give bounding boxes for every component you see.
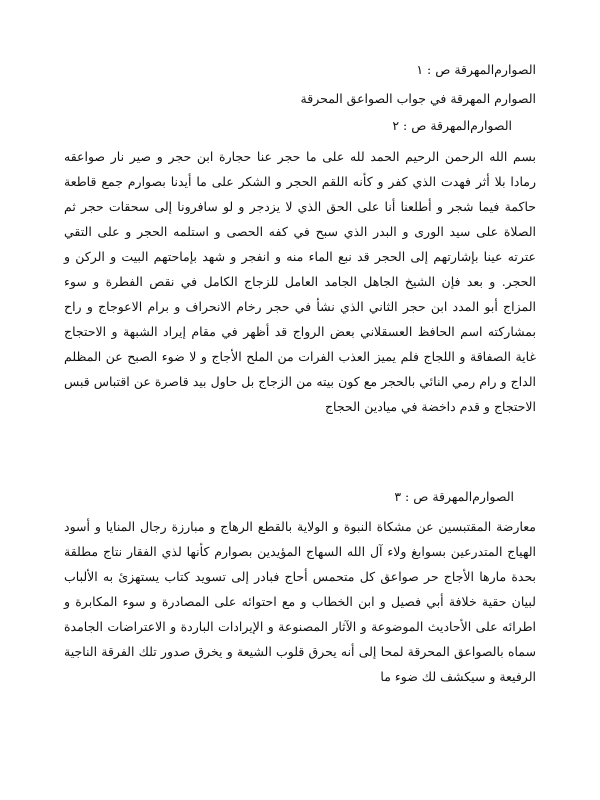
- page-number-heading-1: الصوارم‌المهرقة ص : ١: [416, 62, 536, 77]
- page-number-heading-2: الصوارم‌المهرقة ص : ٢: [392, 118, 512, 133]
- book-title: الصوارم المهرقة في جواب الصواعق المحرقة: [300, 91, 536, 106]
- body-paragraph-2: معارضة المقتبسين عن مشكاة النبوة و الولاية بالقطع الرهاج و مبارزة رجال المنايا و أسود الهياج المتدرعين بسوابغ ولاء آل الله السهاج المؤيدين بصوارم كأنها لذي الفقار نتاج مطلقة بحدة مارها الأجاج حر صواعق كل متحمس أحاج فبادر إلى تسويد كتاب يستهزئ به الألباب لبيان حقية خلافة أبي فصيل و ابن الخطاب و مع احتوائه على المصادرة و سوء المكابرة و اطرائه على الأحاديث الموضوعة و الآثار المصنوعة و الإيرادات الباردة و الاعتراضات الجامدة سماه بالصواعق المحرقة لمحا إلى أنه يحرق قلوب الشيعة و يخرق صدور تلك الفرقة الناجية الرفيعة و سيكشف لك ضوء ما: [64, 519, 536, 684]
- body-paragraph-1: بسم الله الرحمن الرحيم الحمد لله على ما حجر عنا حجارة ابن حجر و صير نار صواعقه رمادا بلا أثر فهدت الذي كفر و كأنه اللقم الحجر و الشكر على ما أيدنا بصوارم جمع قاطعة حاكمة فيما شجر و أطلعنا أنا على الحق الذي لا يزدجر و لو سافرونا إلى سحقات حجر ثم الصلاة على سيد الورى و البدر الذي سبح في كفه الحصى و استلمه الحجر و على التقي عترته عينا بإشارتهم إلى الحجر قد نبع الماء منه و انفجر و شهد بإماحتهم البيت و الركن و الحجر. و بعد فإن الشيخ الجاهل الجامد العامل للزجاج الكامل في نقص الفطرة و سوء المزاج أبو المدد ابن حجر الثاني الذي نشأ في حجر رخام الانحراف و برام الاعوجاج و راح بمشاركته اسم الحافظ العسقلاني بعض الرواج قد أظهر في مقام إيراد الشبهة و الاحتجاج غاية الصفاقة و اللجاج فلم يميز العذب الفرات من الملح الأجاج و لا ضوء الصبح عن المظلم الداج و رام رمي النائي بالحجر مع كون بيته من الزجاج بل حاول بيد قاصرة عن اقتباس قبس الاحتجاج و قدم داخضة في ميادين الحجاج: [64, 149, 536, 414]
- page-number-heading-3: الصوارم‌المهرقة ص : ٣: [394, 489, 514, 504]
